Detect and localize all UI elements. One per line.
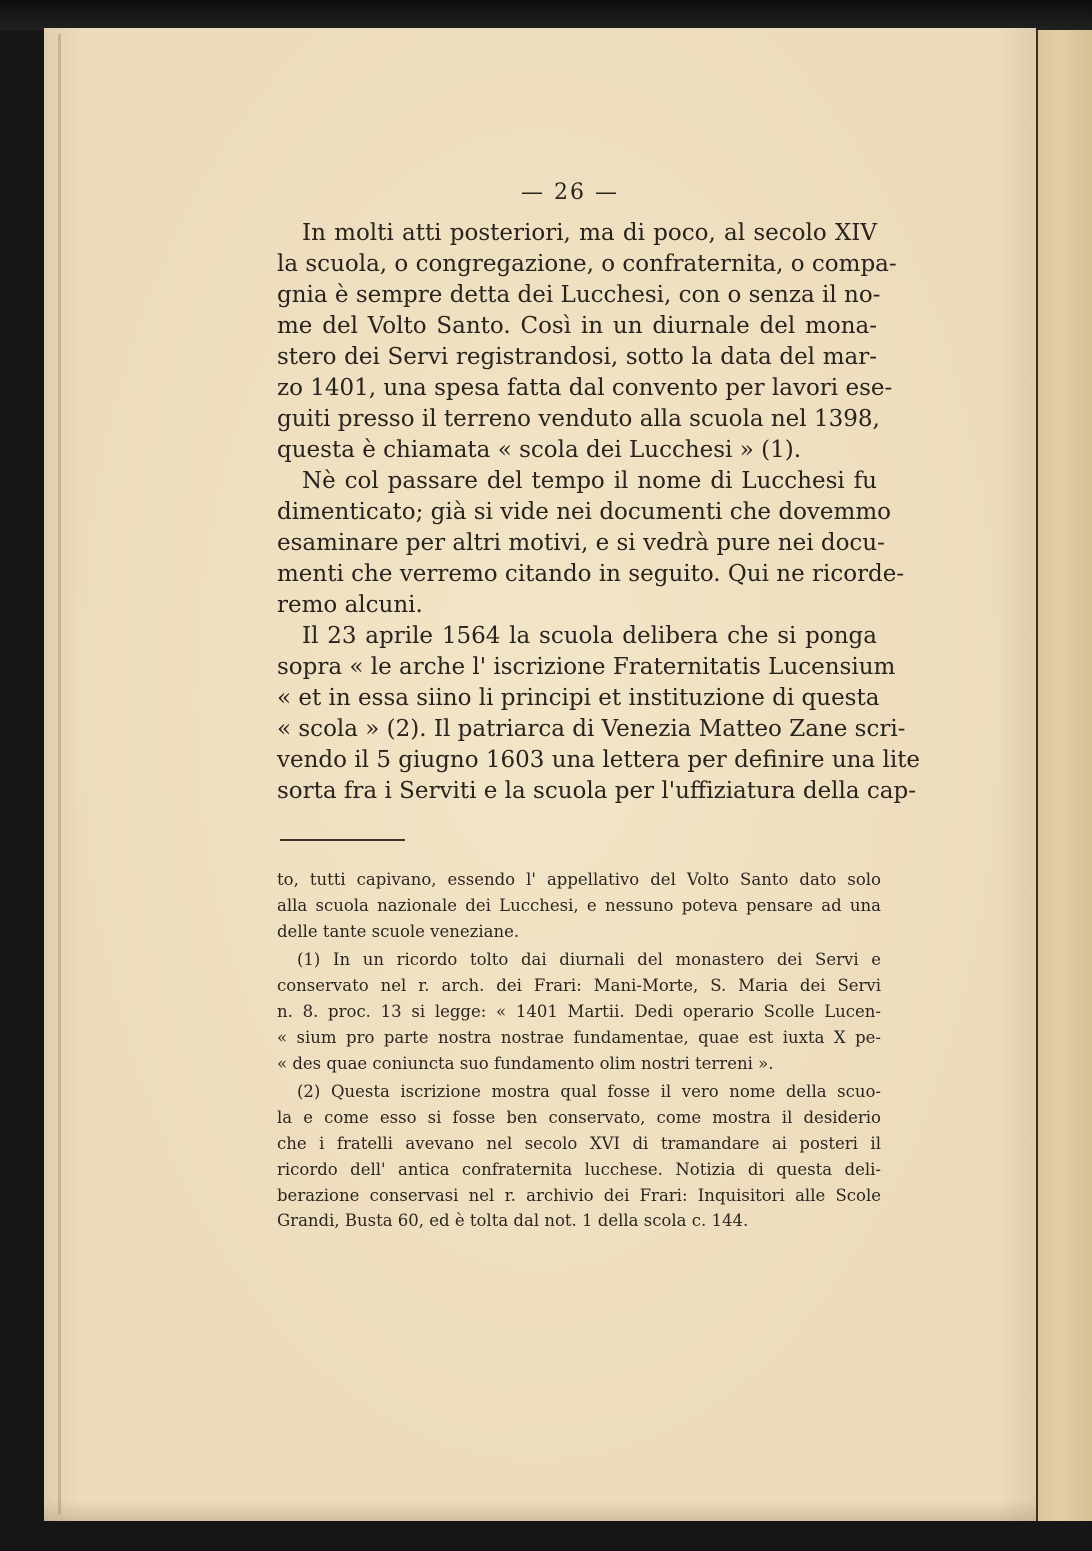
body-line: zo 1401, una spesa fatta dal convento per lavori ese- — [277, 375, 893, 401]
main-text-block — [277, 218, 921, 807]
footnote-line: delle tante scuole veneziane. — [277, 921, 520, 941]
footnote-line: alla scuola nazionale dei Lucchesi, e nessuno poteva pensare ad una — [277, 895, 881, 915]
body-line: Il 23 aprile 1564 la scuola delibera che si ponga — [302, 623, 877, 649]
body-line: remo alcuni. — [277, 592, 423, 618]
body-line: menti che verremo citando in seguito. Qui ne ricorde- — [277, 561, 905, 587]
page-number-header: — 26 — — [521, 180, 619, 205]
body-line: sopra « le arche l' iscrizione Fraternitatis Lucensium — [277, 654, 896, 680]
footnote-2-line: che i fratelli avevano nel secolo XVI di tramandare ai posteri il — [277, 1133, 881, 1153]
footnote-2-line: Grandi, Busta 60, ed è tolta dal not. 1 della scola c. 144. — [277, 1211, 749, 1231]
body-line: sorta fra i Serviti e la scuola per l'uffiziatura della cap- — [277, 778, 917, 804]
footnote-1-line: (1) In un ricordo tolto dai diurnali del monastero dei Servi e — [297, 950, 881, 970]
gutter-shadow — [58, 34, 61, 1514]
footnote-2-line: berazione conservasi nel r. archivio dei Frari: Inquisitori alle Scole — [277, 1185, 881, 1205]
footnote-2-line: ricordo dell' antica confraternita lucchese. Notizia di questa deli- — [277, 1159, 881, 1179]
footnote-1-line: conservato nel r. arch. dei Frari: Mani-Morte, S. Maria dei Servi — [277, 976, 881, 996]
body-line: « scola » (2). Il patriarca di Venezia Matteo Zane scri- — [277, 716, 906, 742]
body-line: « et in essa siino li principi et instituzione di questa — [277, 685, 880, 711]
footnote-2-line: (2) Questa iscrizione mostra qual fosse il vero nome della scuo- — [297, 1082, 881, 1102]
footnote-1-line: « sium pro parte nostra nostrae fundamentae, quae est iuxta X pe- — [277, 1027, 881, 1047]
body-line: stero dei Servi registrandosi, sotto la data del mar- — [277, 344, 877, 370]
body-line: me del Volto Santo. Così in un diurnale del mona- — [277, 313, 877, 339]
page-fold-line — [1036, 30, 1038, 1521]
body-line: questa è chiamata « scola dei Lucchesi » (1). — [277, 437, 802, 463]
body-line: gnia è sempre detta dei Lucchesi, con o senza il no- — [277, 282, 881, 308]
footnote-1-line: « des quae coniuncta suo fundamento olim nostri terreni ». — [277, 1053, 774, 1073]
body-line: esaminare per altri motivi, e si vedrà pure nei docu- — [277, 530, 885, 556]
page-bottom-shadow — [44, 1500, 1036, 1521]
footnotes-block — [277, 867, 881, 1234]
next-page-edge — [1036, 30, 1092, 1521]
body-line: dimenticato; già si vide nei documenti che dovemmo — [277, 499, 891, 525]
footnote-line: to, tutti capivano, essendo l' appellativo del Volto Santo dato solo — [277, 870, 881, 889]
body-line: vendo il 5 giugno 1603 una lettera per definire una lite — [277, 747, 921, 773]
body-line: Nè col passare del tempo il nome di Lucchesi fu — [302, 468, 877, 494]
scanner-top-band — [0, 0, 1092, 30]
body-line: In molti atti posteriori, ma di poco, al secolo XIV — [302, 220, 877, 246]
footnote-2-line: la e come esso si fosse ben conservato, come mostra il desiderio — [277, 1108, 881, 1128]
body-line: la scuola, o congregazione, o confraternita, o compa- — [277, 251, 897, 277]
body-line: guiti presso il terreno venduto alla scuola nel 1398, — [277, 406, 880, 432]
footnote-1-line: n. 8. proc. 13 si legge: « 1401 Martii. Dedi operario Scolle Lucen- — [277, 1001, 881, 1021]
footnote-separator — [280, 839, 405, 841]
